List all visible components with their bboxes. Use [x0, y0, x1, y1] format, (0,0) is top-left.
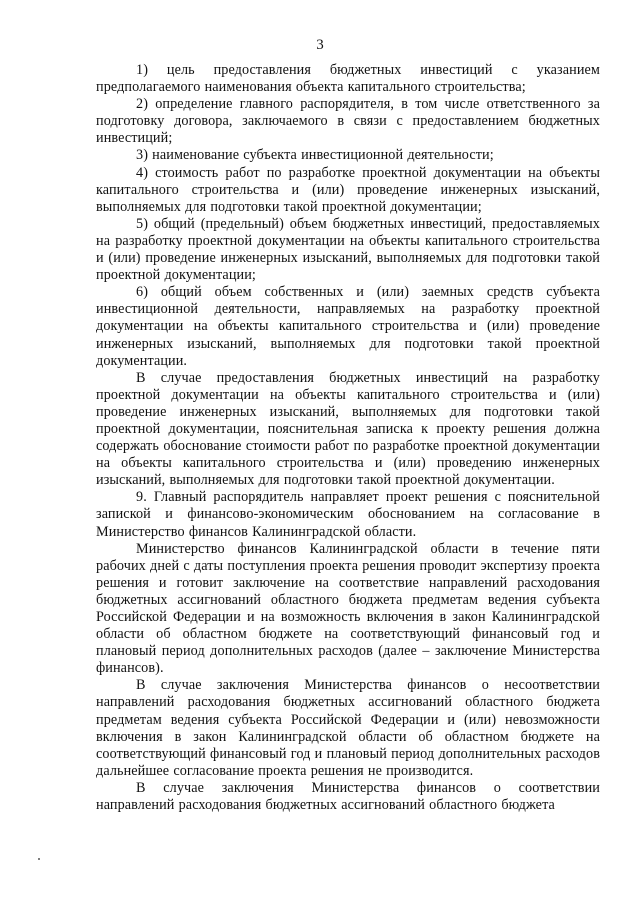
paragraph-item-1: 1) цель предоставления бюджетных инвестиций с указанием предполагаемого наименования объекта капитального строительства; [96, 62, 600, 96]
paragraph-clause-9: 9. Главный распорядитель направляет проект решения с пояснительной запиской и финансово-экономическим обоснованием на согласование в Министерство финансов Калининградской области. [96, 489, 600, 540]
paragraph-item-2: 2) определение главного распорядителя, в том числе ответственного за подготовку договора, заключаемого в связи с предоставлением бюджетных инвестиций; [96, 96, 600, 147]
page-number: 3 [316, 37, 324, 53]
paragraph-ministry-review: Министерство финансов Калининградской области в течение пяти рабочих дней с даты поступления проекта решения проводит экспертизу проекта решения и готовит заключение на соответствие направлений расходования бюджетных ассигнований областного бюджета предметам ведения субъекта Российской Федерации и на возможность включения в закон Калининградской области об областном бюджете на соответствующий финансовый год и плановый период дополнительных расходов (далее – заключение Министерства финансов). [96, 540, 600, 677]
paragraph-noncompliance: В случае заключения Министерства финансов о несоответствии направлений расходования бюджетных ассигнований областного бюджета предметам ведения субъекта Российской Федерации и (или) невозможности включения в закон Калининградской области об областном бюджете на соответствующий финансовый год и плановый период дополнительных расходов дальнейшее согласование проекта решения не производится. [96, 677, 600, 779]
document-body [96, 62, 600, 814]
paragraph-item-4: 4) стоимость работ по разработке проектной документации на объекты капитального строительства и (или) проведение инженерных изысканий, выполняемых для подготовки такой проектной документации; [96, 164, 600, 215]
scan-speck [38, 858, 40, 860]
paragraph-item-6: 6) общий объем собственных и (или) заемных средств субъекта инвестиционной деятельности, направляемых на разработку проектной документации на объекты капитального строительства и (или) проведение инженерных изысканий, выполняемых для подготовки такой проектной документации. [96, 284, 600, 369]
paragraph-item-5: 5) общий (предельный) объем бюджетных инвестиций, предоставляемых на разработку проектной документации на объекты капитального строительства и (или) проведение инженерных изысканий, выполняемых для подготовки такой проектной документации; [96, 215, 600, 284]
paragraph-compliance: В случае заключения Министерства финансов о соответствии направлений расходования бюджетных ассигнований областного бюджета [96, 779, 600, 814]
paragraph-item-3: 3) наименование субъекта инвестиционной деятельности; [136, 147, 494, 164]
paragraph-design-docs: В случае предоставления бюджетных инвестиций на разработку проектной документации на объекты капитального строительства и (или) проведение инженерных изысканий, выполняемых для подготовки такой проектной документации, пояснительная записка к проекту решения должна содержать обоснование стоимости работ по разработке проектной документации на объекты капитального строительства и (или) проведению инженерных изысканий, выполняемых для подготовки такой проектной документации. [96, 369, 600, 489]
